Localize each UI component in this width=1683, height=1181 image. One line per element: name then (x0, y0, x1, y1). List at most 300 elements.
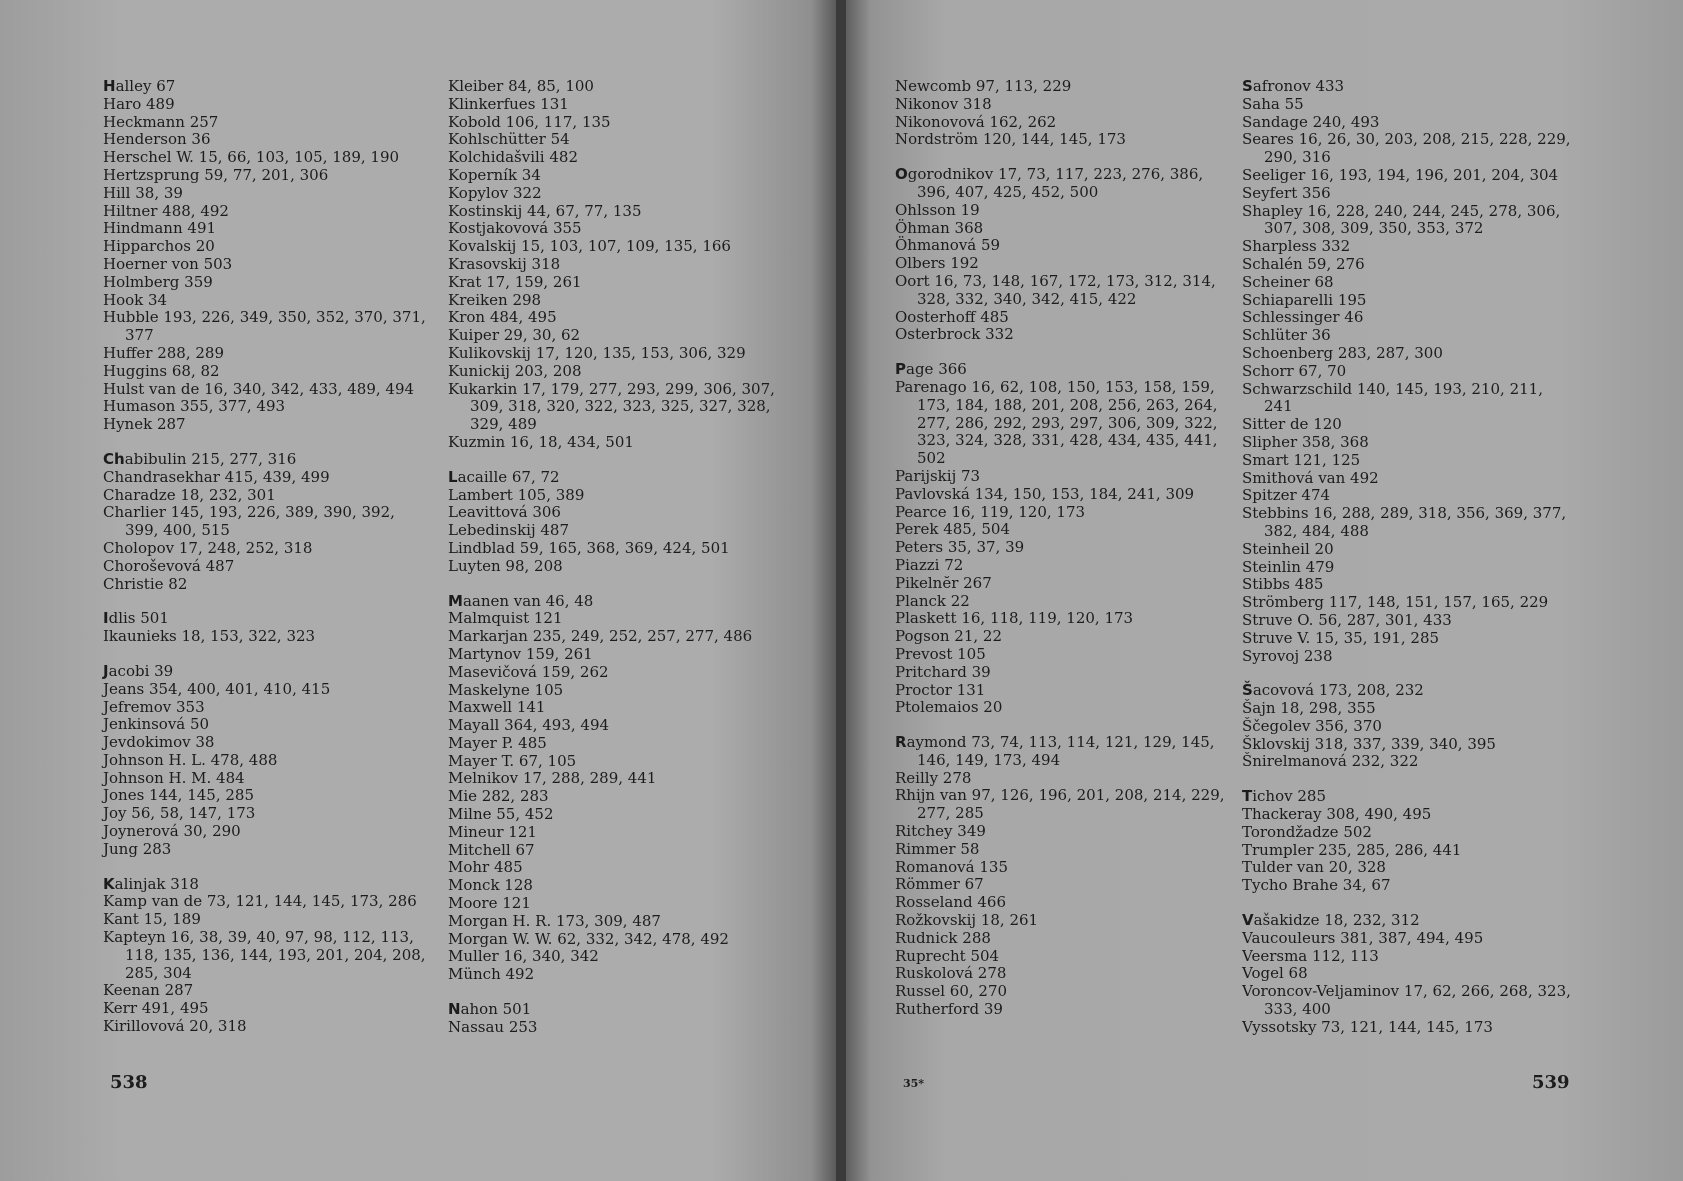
index-entry (103, 381, 433, 399)
index-entry-text: Malmquist 121 (448, 609, 563, 628)
index-entry (1242, 96, 1572, 114)
index-entry (1242, 203, 1572, 239)
index-entry-text: Olbers 192 (895, 254, 979, 273)
section-lead-letter: P (895, 360, 906, 379)
index-entry-text: Kulikovskij 17, 120, 135, 153, 306, 329 (448, 343, 746, 362)
index-entry (1242, 327, 1572, 345)
index-entry (448, 717, 793, 735)
book-gutter (836, 0, 846, 1181)
index-entry-text: acovová 173, 208, 232 (1252, 681, 1424, 700)
index-entry-text: Steinheil 20 (1242, 539, 1334, 558)
index-entry (895, 78, 1225, 96)
index-entry (448, 149, 793, 167)
index-entry (1242, 470, 1572, 488)
index-entry-text: Cholopov 17, 248, 252, 318 (103, 538, 313, 557)
index-entry-text: Masevičová 159, 262 (448, 662, 609, 681)
index-entry-text: Herschel W. 15, 66, 103, 105, 189, 190 (103, 148, 400, 167)
index-entry (1242, 718, 1572, 736)
index-entry-text: Voroncov-Veljaminov 17, 62, 266, 268, 323, 333, 400 (1242, 982, 1571, 1019)
index-entry-text: aymond 73, 74, 113, 114, 121, 129, 145, 146, 149, 173, 494 (906, 733, 1215, 769)
index-entry-text: Kreiken 298 (448, 290, 542, 309)
index-entry-text: Struve O. 56, 287, 301, 433 (1242, 610, 1452, 629)
index-entry-text: Schoenberg 283, 287, 300 (1242, 343, 1443, 362)
index-entry-text: Kirillovová 20, 318 (103, 1017, 247, 1036)
index-entry-text: Kopylov 322 (448, 183, 542, 202)
index-entry-text: age 366 (906, 360, 967, 379)
index-entry-text: Kohlschütter 54 (448, 130, 570, 149)
index-entry-text: Sharpless 332 (1242, 237, 1351, 256)
index-entry (1242, 114, 1572, 132)
signature-mark: 35* (903, 1077, 925, 1090)
index-letter-group (895, 734, 1225, 1019)
index-entry-text: Leavittová 306 (448, 503, 561, 522)
index-entry (895, 309, 1225, 327)
index-entry (895, 575, 1225, 593)
index-entry-text: Hindmann 491 (103, 219, 217, 238)
index-entry-text: Veersma 112, 113 (1242, 946, 1379, 965)
index-entry (895, 539, 1225, 557)
index-entry-text: Rudnick 288 (895, 928, 991, 947)
index-entry-text: Scheiner 68 (1242, 272, 1334, 291)
index-entry-text: Kamp van de 73, 121, 144, 145, 173, 286 (103, 892, 417, 911)
index-entry-text: Hook 34 (103, 290, 168, 309)
index-entry (895, 220, 1225, 238)
index-entry-text: Shapley 16, 228, 240, 244, 245, 278, 306, 307, 308, 309, 350, 353, 372 (1242, 201, 1561, 238)
index-entry-text: Münch 492 (448, 965, 535, 984)
page-number-left: 538 (110, 1072, 148, 1093)
index-entry-text: Šklovskij 318, 337, 339, 340, 395 (1242, 734, 1496, 753)
index-entry-text: Nikonovová 162, 262 (895, 112, 1057, 131)
index-entry-text: Jefremov 353 (103, 697, 205, 716)
index-entry (895, 326, 1225, 344)
index-letter-group (1242, 682, 1572, 771)
index-entry-text: Schlessinger 46 (1242, 308, 1364, 327)
index-entry (103, 770, 433, 788)
index-entry-text: alinjak 318 (114, 874, 199, 893)
index-entry-text: Schiaparelli 195 (1242, 290, 1367, 309)
index-entry (1242, 842, 1572, 860)
index-letter-group (103, 876, 433, 1036)
index-entry-text: Rutherford 39 (895, 1000, 1003, 1019)
index-letter-group (103, 663, 433, 859)
index-letter-group (1242, 78, 1572, 665)
index-letter-group (1242, 912, 1572, 1037)
index-entry-text: Vyssotsky 73, 121, 144, 145, 173 (1242, 1017, 1493, 1036)
index-entry (448, 434, 793, 452)
index-entry-text: Russel 60, 270 (895, 982, 1008, 1001)
index-entry (1242, 824, 1572, 842)
index-entry-text: Schwarzschild 140, 145, 193, 210, 211, 241 (1242, 379, 1543, 416)
index-entry-text: Kukarkin 17, 179, 277, 293, 299, 306, 307, 309, 318, 320, 322, 323, 325, 327, 328, 329, 489 (448, 379, 775, 434)
index-entry (103, 628, 433, 646)
index-entry (1242, 487, 1572, 505)
index-entry (1242, 274, 1572, 292)
index-entry (103, 911, 433, 929)
index-entry (448, 593, 793, 611)
index-entry-text: Pritchard 39 (895, 662, 991, 681)
section-lead-letter: R (895, 733, 907, 752)
section-lead-letter: K (103, 874, 115, 893)
index-entry-text: Seyfert 356 (1242, 183, 1331, 202)
index-entry (1242, 452, 1572, 470)
index-entry-text: Maxwell 141 (448, 698, 546, 717)
index-entry-text: Rhijn van 97, 126, 196, 201, 208, 214, 229, 277, 285 (895, 786, 1225, 823)
index-letter-group (448, 469, 793, 576)
index-entry (895, 682, 1225, 700)
index-entry (448, 327, 793, 345)
index-entry-text: Tulder van 20, 328 (1242, 858, 1386, 877)
index-letter-group (103, 451, 433, 593)
index-entry (1242, 185, 1572, 203)
index-entry (895, 610, 1225, 628)
index-entry-text: Klinkerfues 131 (448, 94, 569, 113)
section-lead-letter: Ch (103, 449, 125, 468)
index-entry-text: Lambert 105, 389 (448, 485, 585, 504)
index-entry-text: Kuiper 29, 30, 62 (448, 326, 581, 345)
index-entry (895, 361, 1225, 379)
index-entry-text: Prevost 105 (895, 644, 986, 663)
index-entry (448, 735, 793, 753)
index-entry (103, 1018, 433, 1036)
index-entry-text: Rožkovskij 18, 261 (895, 911, 1039, 930)
index-entry-text: Ruskolová 278 (895, 964, 1007, 983)
index-entry-text: Kovalskij 15, 103, 107, 109, 135, 166 (448, 237, 731, 256)
index-entry-text: Mayer P. 485 (448, 733, 547, 752)
index-letter-group (448, 593, 793, 985)
index-entry (895, 237, 1225, 255)
index-entry-text: acobi 39 (108, 661, 174, 680)
index-entry (1242, 859, 1572, 877)
index-entry-text: Romanová 135 (895, 857, 1008, 876)
index-entry (895, 486, 1225, 504)
index-entry (103, 576, 433, 594)
index-entry-text: Kuzmin 16, 18, 434, 501 (448, 432, 634, 451)
index-entry (448, 877, 793, 895)
index-entry-text: Parijskij 73 (895, 466, 981, 485)
index-entry-text: ichov 285 (1252, 787, 1326, 806)
index-entry (103, 610, 433, 628)
index-entry (895, 202, 1225, 220)
index-entry (103, 416, 433, 434)
index-entry-text: Ritchey 349 (895, 822, 986, 841)
index-entry (448, 540, 793, 558)
index-column-2 (448, 78, 793, 1054)
index-entry-text: Mayer T. 67, 105 (448, 751, 577, 770)
index-entry-text: Stebbins 16, 288, 289, 318, 356, 369, 377, 382, 484, 488 (1242, 504, 1567, 540)
index-entry (1242, 505, 1572, 541)
index-entry-text: Jones 144, 145, 285 (103, 786, 255, 805)
index-entry-text: Krat 17, 159, 261 (448, 272, 582, 291)
index-entry (103, 716, 433, 734)
index-letter-group (895, 78, 1225, 149)
index-entry (895, 823, 1225, 841)
index-entry (1242, 753, 1572, 771)
index-entry-text: Kostinskij 44, 67, 77, 135 (448, 201, 642, 220)
section-lead-letter: S (1242, 77, 1253, 95)
index-entry-text: Perek 485, 504 (895, 520, 1010, 539)
index-entry (1242, 648, 1572, 666)
index-entry-text: Keenan 287 (103, 981, 194, 1000)
index-entry (895, 859, 1225, 877)
index-entry (895, 557, 1225, 575)
index-entry (103, 238, 433, 256)
index-entry (895, 646, 1225, 664)
index-entry (448, 345, 793, 363)
index-entry (448, 292, 793, 310)
index-entry-text: Luyten 98, 208 (448, 556, 563, 575)
index-entry (1242, 541, 1572, 559)
index-entry (1242, 682, 1572, 700)
index-entry-text: aanen van 46, 48 (462, 591, 594, 610)
index-entry-text: abibulin 215, 277, 316 (124, 449, 297, 468)
index-entry-text: Šajn 18, 298, 355 (1242, 699, 1376, 718)
index-entry (103, 451, 433, 469)
index-entry (1242, 612, 1572, 630)
index-entry (448, 966, 793, 984)
index-entry-text: Huffer 288, 289 (103, 343, 225, 362)
index-entry (103, 487, 433, 505)
index-entry-text: Milne 55, 452 (448, 805, 554, 824)
index-entry (1242, 948, 1572, 966)
index-entry (895, 770, 1225, 788)
index-entry (448, 948, 793, 966)
index-entry-text: Oort 16, 73, 148, 167, 172, 173, 312, 314, 328, 332, 340, 342, 415, 422 (895, 271, 1216, 308)
index-entry-text: Seeliger 16, 193, 194, 196, 201, 204, 304 (1242, 165, 1559, 184)
index-entry-text: ašakidze 18, 232, 312 (1253, 911, 1420, 930)
index-entry-text: Haro 489 (103, 94, 175, 113)
index-entry (895, 504, 1225, 522)
index-entry (448, 504, 793, 522)
index-entry (448, 274, 793, 292)
index-entry (103, 734, 433, 752)
index-entry (103, 681, 433, 699)
index-entry-text: Joy 56, 58, 147, 173 (103, 804, 256, 823)
index-entry-text: Hipparchos 20 (103, 237, 215, 256)
index-entry (1242, 238, 1572, 256)
index-entry-text: Johnson H. L. 478, 488 (103, 750, 278, 769)
page-number-right: 539 (1532, 1072, 1570, 1093)
index-entry-text: Römmer 67 (895, 875, 984, 894)
index-entry (448, 558, 793, 576)
index-entry (895, 273, 1225, 309)
index-entry-text: Torondžadze 502 (1242, 822, 1372, 841)
index-entry-text: Tycho Brahe 34, 67 (1242, 876, 1391, 895)
index-entry-text: Lebedinskij 487 (448, 521, 570, 540)
index-entry (448, 78, 793, 96)
index-entry (103, 256, 433, 274)
index-entry-text: Saha 55 (1242, 94, 1304, 113)
index-entry (1242, 363, 1572, 381)
index-entry-text: Steinlin 479 (1242, 557, 1335, 576)
index-entry-text: Pikelnĕr 267 (895, 573, 992, 592)
index-entry (448, 363, 793, 381)
index-entry-text: Christie 82 (103, 574, 188, 593)
index-entry (1242, 167, 1572, 185)
index-letter-group (103, 78, 433, 434)
index-column-3 (895, 78, 1225, 1036)
index-entry (103, 663, 433, 681)
index-entry (103, 185, 433, 203)
index-entry-text: dlis 501 (108, 609, 169, 628)
index-entry-text: Kerr 491, 495 (103, 999, 209, 1018)
index-entry (448, 469, 793, 487)
index-entry-text: Kolchidašvili 482 (448, 148, 578, 167)
index-entry-text: Lindblad 59, 165, 368, 369, 424, 501 (448, 538, 730, 557)
index-entry (103, 96, 433, 114)
index-entry-text: Reilly 278 (895, 768, 972, 787)
index-column-4 (1242, 78, 1572, 1054)
index-entry-text: Mohr 485 (448, 858, 523, 877)
index-entry-text: Osterbrock 332 (895, 325, 1014, 344)
index-entry-text: Kron 484, 495 (448, 308, 557, 327)
index-entry (103, 131, 433, 149)
index-entry (895, 114, 1225, 132)
index-column-1 (103, 78, 433, 1053)
index-entry (448, 167, 793, 185)
index-letter-group (448, 1001, 793, 1037)
index-letter-group (895, 361, 1225, 717)
index-entry-text: Chorоševová 487 (103, 556, 235, 575)
index-entry (448, 824, 793, 842)
index-entry-text: gorodnikov 17, 73, 117, 223, 276, 386, 396, 407, 425, 452, 500 (907, 165, 1204, 201)
index-entry (895, 96, 1225, 114)
index-entry (895, 166, 1225, 202)
index-entry-text: Kostjakovová 355 (448, 219, 582, 238)
index-entry (103, 504, 433, 540)
index-entry-text: Peters 35, 37, 39 (895, 538, 1025, 557)
index-entry (103, 823, 433, 841)
index-entry (1242, 434, 1572, 452)
index-entry (448, 646, 793, 664)
index-entry (1242, 1019, 1572, 1037)
section-lead-letter: V (1242, 911, 1254, 930)
index-entry (103, 699, 433, 717)
index-entry-text: Hiltner 488, 492 (103, 201, 229, 220)
index-entry-text: Charlier 145, 193, 226, 389, 390, 392, 399, 400, 515 (103, 503, 395, 540)
index-entry-text: Kapteyn 16, 38, 39, 40, 97, 98, 112, 113, 118, 135, 136, 144, 193, 201, 204, 208, 285, 304 (103, 928, 426, 982)
index-entry (1242, 256, 1572, 274)
index-entry (1242, 559, 1572, 577)
index-entry-text: alley 67 (115, 77, 176, 95)
index-entry-text: Krasovskij 318 (448, 254, 561, 273)
index-entry-text: Pearce 16, 119, 120, 173 (895, 502, 1086, 521)
index-entry-text: Šnirelmanová 232, 322 (1242, 752, 1419, 771)
index-entry-text: Kobold 106, 117, 135 (448, 112, 611, 131)
index-entry-text: Smart 121, 125 (1242, 450, 1361, 469)
index-entry-text: Planck 22 (895, 591, 970, 610)
index-entry-text: Hoerner von 503 (103, 254, 233, 273)
index-entry-text: Jevdokimov 38 (103, 733, 215, 752)
index-entry (448, 699, 793, 717)
index-entry (103, 345, 433, 363)
index-entry (103, 274, 433, 292)
index-entry-text: Vaucouleurs 381, 387, 494, 495 (1242, 928, 1484, 947)
section-lead-letter: O (895, 165, 908, 184)
index-entry (103, 558, 433, 576)
section-lead-letter: T (1242, 787, 1253, 806)
index-entry-text: Mie 282, 283 (448, 787, 549, 806)
index-entry (895, 930, 1225, 948)
index-entry-text: Stibbs 485 (1242, 575, 1324, 594)
index-entry-text: Ohlsson 19 (895, 200, 980, 219)
index-entry-text: Jenkinsová 50 (103, 715, 210, 734)
index-entry (448, 114, 793, 132)
index-entry-text: Huggins 68, 82 (103, 361, 220, 380)
index-entry-text: Parenago 16, 62, 108, 150, 153, 158, 159, 173, 184, 188, 201, 208, 256, 263, 264, 277, 286, 292, 293, 297, 306, 309, 322, 323, 324, 328, 331, 428, 434, 435, 441, 502 (895, 377, 1218, 468)
index-entry-text: Öhmanová 59 (895, 236, 1001, 255)
index-entry (448, 131, 793, 149)
index-entry (448, 770, 793, 788)
index-entry-text: Joynerová 30, 290 (103, 822, 241, 841)
index-entry (895, 876, 1225, 894)
index-entry (448, 309, 793, 327)
index-letter-group (895, 166, 1225, 344)
index-entry-text: Heckmann 257 (103, 112, 219, 131)
index-entry (1242, 965, 1572, 983)
index-entry (448, 381, 793, 434)
index-entry (448, 220, 793, 238)
index-letter-group (1242, 788, 1572, 895)
index-entry (1242, 877, 1572, 895)
index-entry (448, 788, 793, 806)
index-entry (1242, 416, 1572, 434)
index-entry-text: Martynov 159, 261 (448, 644, 593, 663)
index-entry (448, 628, 793, 646)
index-entry (103, 540, 433, 558)
index-entry (103, 752, 433, 770)
index-entry-text: Spitzer 474 (1242, 486, 1331, 505)
index-entry-text: Ikaunieks 18, 153, 322, 323 (103, 627, 316, 646)
index-entry-text: Mineur 121 (448, 822, 537, 841)
index-entry (103, 982, 433, 1000)
index-entry-text: Johnson H. M. 484 (103, 768, 245, 787)
index-entry (895, 699, 1225, 717)
index-entry-text: Strömberg 117, 148, 151, 157, 165, 229 (1242, 593, 1549, 612)
index-entry (895, 521, 1225, 539)
index-entry-text: Markarjan 235, 249, 252, 257, 277, 486 (448, 627, 753, 646)
index-entry-text: Hynek 287 (103, 415, 186, 434)
index-entry (1242, 983, 1572, 1019)
index-entry (448, 96, 793, 114)
section-lead-letter: H (103, 77, 116, 95)
index-entry (448, 664, 793, 682)
index-entry-text: Nordström 120, 144, 145, 173 (895, 130, 1126, 149)
index-entry-text: Öhman 368 (895, 218, 984, 237)
index-entry (448, 753, 793, 771)
index-entry (895, 948, 1225, 966)
index-entry (895, 734, 1225, 770)
index-entry-text: Hulst van de 16, 340, 342, 433, 489, 494 (103, 379, 415, 398)
index-entry (103, 292, 433, 310)
index-entry-text: Humason 355, 377, 493 (103, 397, 286, 416)
index-entry-text: Hubble 193, 226, 349, 350, 352, 370, 371, 377 (103, 308, 426, 345)
index-entry-text: Thackeray 308, 490, 495 (1242, 805, 1432, 824)
index-entry (448, 256, 793, 274)
index-entry (1242, 576, 1572, 594)
index-entry-text: Mayall 364, 493, 494 (448, 716, 610, 735)
index-entry-text: Piazzi 72 (895, 555, 964, 574)
index-entry (895, 379, 1225, 468)
index-entry-text: Smithová van 492 (1242, 468, 1379, 487)
index-entry-text: Rimmer 58 (895, 839, 980, 858)
index-entry (1242, 594, 1572, 612)
index-entry (1242, 309, 1572, 327)
index-entry (448, 859, 793, 877)
index-entry (103, 363, 433, 381)
index-entry-text: Kant 15, 189 (103, 910, 201, 929)
index-entry (448, 487, 793, 505)
index-entry (1242, 806, 1572, 824)
